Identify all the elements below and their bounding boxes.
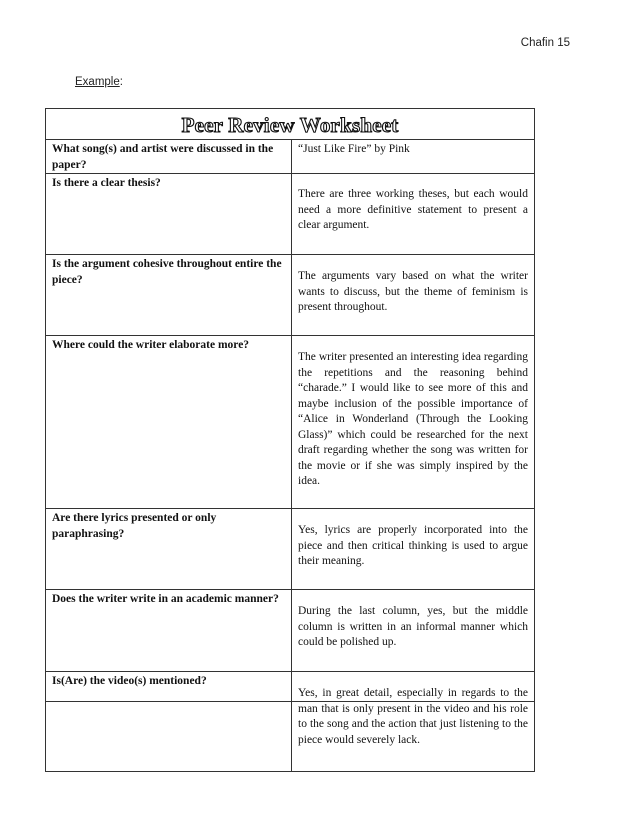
answer-cell (292, 140, 535, 174)
answer-text: The writer presented an interesting idea regarding the repetitions and the reasoning behind “charade.” I would like to see more of this and maybe inclusion of the possible importance of “Alice in Wonderland (Through the Looking Glass)” which could be researched for the next draft regarding whether the song was written for the movie or if she was simply inspired by the idea. (298, 351, 528, 487)
answer-cell (292, 509, 535, 590)
table-row (46, 672, 535, 772)
answer-text: During the last column, yes, but the middle column is written in an informal manner which could be polished up. (298, 605, 528, 648)
worksheet-table (45, 139, 535, 772)
answer-text: “Just Like Fire” by Pink (298, 143, 410, 155)
answer-text: Yes, in great detail, especially in regards to the man that is only present in the video and his role to the song and the action that just listening to the piece would severely lack. (298, 687, 528, 746)
question-cell: Where could the writer elaborate more? (46, 336, 292, 509)
table-row (46, 509, 535, 590)
answer-cell (292, 255, 535, 336)
question-cell: What song(s) and artist were discussed in the paper? (46, 140, 292, 174)
answer-cell (292, 336, 535, 509)
table-row (46, 140, 535, 174)
answer-cell (292, 174, 535, 255)
question-cell: Are there lyrics presented or only paraphrasing? (46, 509, 292, 590)
table-row (46, 336, 535, 509)
question-cell: Is(Are) the video(s) mentioned? (46, 672, 292, 772)
example-label (75, 76, 123, 88)
answer-text: The arguments vary based on what the writer wants to discuss, but the theme of feminism is present throughout. (298, 270, 528, 313)
question-cell: Does the writer write in an academic manner? (46, 590, 292, 672)
answer-text: There are three working theses, but each would need a more definitive statement to present a clear argument. (298, 188, 528, 231)
answer-cell (292, 590, 535, 672)
question-cell: Is there a clear thesis? (46, 174, 292, 255)
question-cell: Is the argument cohesive throughout entire the piece? (46, 255, 292, 336)
example-text: Example (75, 76, 120, 88)
answer-text: Yes, lyrics are properly incorporated into the piece and then critical thinking is used to argue their meaning. (298, 524, 528, 567)
answer-cell (292, 672, 535, 772)
worksheet-title: Peer Review Worksheet (181, 113, 399, 137)
table-row (46, 590, 535, 672)
worksheet-title-row (46, 109, 534, 139)
table-row (46, 255, 535, 336)
table-row (46, 174, 535, 255)
peer-review-worksheet (45, 108, 535, 746)
page-header-label: Chafin 15 (520, 37, 570, 49)
example-colon: : (119, 76, 123, 88)
